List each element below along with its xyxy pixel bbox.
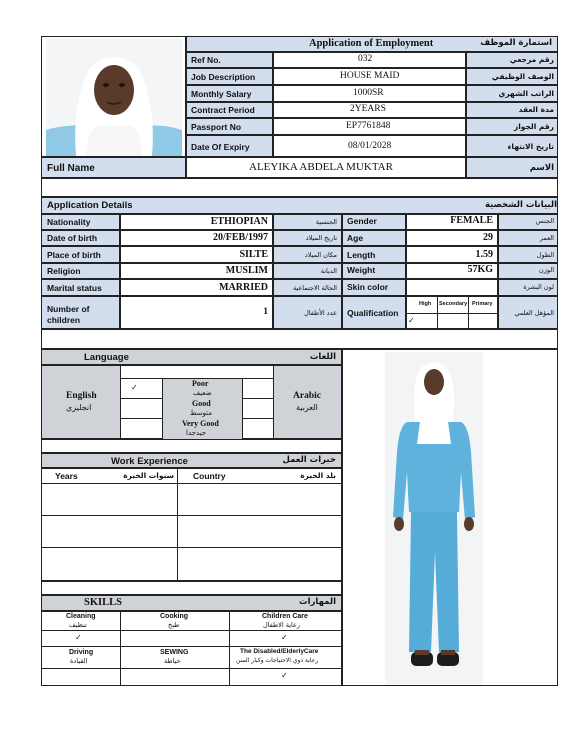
spacer-row [41,329,558,349]
date-of-birth-value: 20/FEB/1997 [212,232,268,243]
language-english-cell [42,366,120,438]
nationality-label-ar: الجنسية [315,218,337,226]
weight-value: 57KG [467,264,493,275]
ref-no-label-ar: رقم مرجعي [509,55,554,64]
spacer-row [41,581,342,595]
details-value-cell [406,279,498,296]
place-of-birth-value: SILTE [239,249,268,260]
weight-label: Weight [347,265,376,275]
language-title-ar: اللغات [309,352,336,362]
place-of-birth-label: Place of birth [47,250,101,260]
language-title-en: Language [84,352,129,363]
arabic-label: Arabic [293,391,321,401]
experience-years-label: Years [55,471,78,481]
nationality-label: Nationality [47,217,91,227]
weight-label-ar: الوزن [538,266,554,274]
skill-elderly-care-label: The Disabled/ElderlyCare [240,648,319,655]
gender-label: Gender [347,216,377,226]
skill-elderly-care-check-icon: ✓ [281,671,288,680]
details-title-en: Application Details [47,200,133,211]
length-label: Length [347,250,376,260]
passport-no-value: EP7761848 [346,121,391,131]
full-name-label-ar: الاسم [529,163,554,173]
length-value: 1.59 [475,249,493,260]
skill-sewing-label-ar: خياطة [164,657,181,665]
skin-color-label-ar: لون البشرة [523,283,554,291]
marital-status-label: Marital status [47,283,102,293]
qualification-label: Qualification [347,308,399,318]
religion-label: Religion [47,266,81,276]
skill-cleaning-label-ar: تنظيف [69,621,87,629]
spacer-row [41,439,342,453]
skill-cleaning-check-icon: ✓ [75,633,82,642]
level-very-good-label-ar: جيدجدا [186,429,207,437]
qualification-secondary-label: Secondary [439,301,468,307]
ref-no-label: Ref No. [191,55,221,65]
contract-period-label: Contract Period [191,105,255,115]
level-poor-label-ar: ضعيف [193,389,212,397]
skill-elderly-care-label-ar: رعاية ذوي الاحتياجات وكبار السن [236,657,319,664]
qualification-primary-label: Primary [472,301,493,307]
skill-driving-label: Driving [69,649,94,656]
form-title-ar: استمارة الموظف [480,38,552,48]
english-poor-check-icon: ✓ [131,383,138,392]
marital-status-label-ar: الحالة الاجتماعية [292,284,337,292]
experience-country-label: Country [193,471,226,481]
level-good-label-ar: متوسط [190,409,212,417]
form-title-en: Application of Employment [309,38,434,49]
monthly-salary-value: 1000SR [353,88,384,98]
job-description-label-ar: الوصف الوظيفي [491,72,554,81]
date-of-birth-label: Date of birth [47,233,98,243]
full-name-value: ALEYIKA ABDELA MUKTAR [249,161,393,173]
number-of-children-value: 1 [263,307,268,317]
qualification-label-ar: المؤهل العلمي [514,309,554,317]
number-of-children-label: Number of children [47,304,90,325]
spacer-row [41,178,558,197]
experience-country-label-ar: بلد الخبرة [300,471,336,480]
number-of-children-label-ar: عدد الأطفال [304,309,337,317]
passport-no-label-ar: رقم الجواز [513,122,554,131]
date-of-expiry-label: Date Of Expiry [191,142,250,152]
details-title-ar: البيانات الشخصية [484,200,557,210]
date-of-expiry-value: 08/01/2028 [348,141,392,151]
religion-label-ar: الديانة [320,267,337,275]
skin-color-label: Skin color [347,282,389,292]
skill-children-care-label-ar: رعاية الاطفال [263,621,301,629]
experience-years-label-ar: سنوات الخبرة [123,471,174,480]
age-value: 29 [483,232,493,243]
full-name-label: Full Name [47,163,95,174]
english-label-ar: انجليزي [66,403,92,412]
experience-table [41,468,342,581]
english-label: English [66,391,97,401]
place-of-birth-label-ar: مكان الميلاد [304,251,337,259]
length-label-ar: الطول [536,251,554,259]
monthly-salary-label: Monthly Salary [191,89,252,99]
experience-title-en: Work Experience [111,456,188,467]
skill-cooking-label: Cooking [160,613,188,620]
skill-children-care-check-icon: ✓ [281,633,288,642]
nationality-value: ETHIOPIAN [210,216,268,227]
level-poor-label: Poor [192,379,209,388]
skill-driving-label-ar: القيادة [70,657,88,665]
portrait-photo [46,38,182,156]
skill-sewing-label: SEWING [160,649,189,656]
job-description-label: Job Description [191,72,256,82]
qualification-high-label: High [419,301,432,307]
age-label: Age [347,233,364,243]
skill-cleaning-label: Cleaning [66,613,96,620]
gender-value: FEMALE [450,215,493,226]
date-of-expiry-label-ar: تاريخ الانتهاء [507,142,554,151]
contract-period-label-ar: مدة العقد [518,105,554,114]
job-description-value: HOUSE MAID [340,71,400,81]
skill-cooking-label-ar: طبخ [168,621,180,629]
qualification-check-icon: ✓ [408,316,415,325]
date-of-birth-label-ar: تاريخ الميلاد [305,234,337,242]
ref-no-value: 032 [358,54,373,64]
skills-title-en: SKILLS [84,597,122,608]
passport-no-label: Passport No [191,122,242,132]
details-value-cell [120,296,273,329]
contract-period-value: 2YEARS [350,104,386,114]
skills-title-ar: المهارات [299,597,336,607]
age-label-ar: العمر [539,234,554,242]
religion-value: MUSLIM [225,265,268,276]
skill-children-care-label: Children Care [262,613,308,620]
experience-title-ar: خبرات العمل [282,455,336,465]
marital-status-value: MARRIED [219,282,268,293]
monthly-salary-label-ar: الراتب الشهري [498,89,554,98]
gender-label-ar: الجنس [535,217,554,225]
level-good-label: Good [192,399,211,408]
arabic-label-ar: العربية [296,403,318,412]
level-very-good-label: Very Good [182,419,219,428]
language-arabic-cell [274,366,341,438]
full-body-photo [385,352,483,684]
